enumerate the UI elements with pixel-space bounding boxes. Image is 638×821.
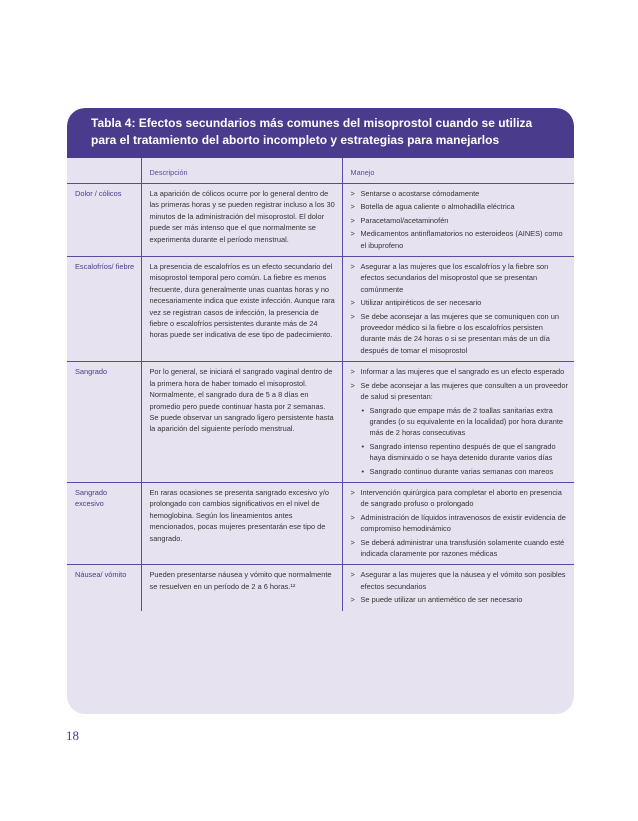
management-item — [351, 297, 569, 308]
condition-cell: Escalofríos/ fiebre — [67, 257, 141, 362]
management-item — [351, 261, 569, 295]
management-item-text: Utilizar antipiréticos de ser necesario — [360, 298, 482, 308]
management-item — [351, 569, 569, 592]
description-cell: Pueden presentarse náusea y vómito que normalmente se resuelven en un período de 2 a 6 horas.¹² — [141, 565, 342, 611]
description-cell: Por lo general, se iniciará el sangrado vaginal dentro de la primera hora de haber tomado el misoprostol. Normalmente, el sangrado dura de 5 a 8 días en promedio pero puede continuar hasta por 2 semanas. Se puede observar un sangrado ligero persistente hasta la aparición del siguiente período menstrual. — [141, 362, 342, 483]
column-header-description: Descripción — [141, 158, 342, 184]
management-item-text: Paracetamol/acetaminofén — [360, 215, 449, 225]
management-item — [351, 228, 569, 251]
description-cell: La presencia de escalofríos es un efecto secundario del misoprostol temporal pero común. La fiebre es menos frecuente, dura generalmente unas cuantas horas y no necesariamente indica que existe infección. Aunque rara vez se registran casos de infección, la presencia de fiebre o escalofríos persistentes durante más de 24 horas puede ser indicativa de ese tipo de padecimiento. — [141, 257, 342, 362]
management-subitem: • Sangrado continuo durante varias semanas con mareos — [361, 466, 569, 477]
table-row — [67, 257, 574, 362]
management-item-text: Se deberá administrar una transfusión solamente cuando esté indicada claramente por razones médicas — [360, 537, 565, 558]
description-cell: La aparición de cólicos ocurre por lo general dentro de las primeras horas y se pueden registrar incluso a los 30 minutos de la administración del misoprostol. El dolor puede ser más intenso que el que normalmente se experimenta durante el período menstrual. — [141, 184, 342, 257]
column-header-row — [67, 158, 574, 184]
management-subitem: • Sangrado que empape más de 2 toallas sanitarias extra grandes (o su equivalente en la localidad) por hora durante más de 2 horas consecutivas — [361, 405, 569, 439]
management-item — [351, 366, 569, 377]
management-item — [351, 311, 569, 357]
management-item — [351, 215, 569, 226]
table-row — [67, 362, 574, 483]
management-list — [351, 487, 569, 559]
management-item-text: Se debe aconsejar a las mujeres que consulten a un proveedor de salud si presentan: — [360, 380, 568, 402]
management-list — [351, 569, 569, 605]
management-item-text: Administración de líquidos intravenosos de existir evidencia de compromiso hemodinámico — [360, 512, 566, 534]
management-cell — [342, 482, 574, 564]
table-title: Tabla 4: Efectos secundarios más comunes del misoprostol cuando se utiliza para el tratamiento del aborto incompleto y estrategias para manejarlos — [91, 116, 533, 147]
management-cell — [342, 257, 574, 362]
table-row — [67, 565, 574, 611]
management-item — [351, 380, 569, 477]
column-header-management: Manejo — [342, 158, 574, 184]
management-item — [351, 512, 569, 535]
table-header — [67, 108, 574, 158]
management-item-text: Botella de agua caliente o almohadilla eléctrica — [360, 202, 515, 212]
management-item-text: Asegurar a las mujeres que los escalofríos y la fiebre son efectos secundarios del misoprostol que se presentan comúnmente — [360, 262, 549, 294]
management-sublist — [361, 405, 569, 477]
management-item — [351, 188, 569, 199]
description-cell: En raras ocasiones se presenta sangrado excesivo y/o prolongado con cambios significativos en el nivel de hemoglobina. Según los lineamientos antes mencionados, pocas mujeres presentarán ese tipo de sangrado. — [141, 482, 342, 564]
condition-cell: Náusea/ vómito — [75, 570, 127, 580]
management-item-text: Se debe aconsejar a las mujeres que se comuniquen con un proveedor médico si la fiebre o los escalofríos persisten durante más de 24 horas o si se presentan más de un día después de tomar el misoprostol — [360, 311, 559, 355]
management-list — [351, 366, 569, 477]
condition-cell: Dolor / cólicos — [67, 184, 141, 257]
side-effects-table — [67, 158, 574, 611]
table-card — [67, 108, 574, 714]
management-item — [351, 487, 569, 510]
management-item — [351, 201, 569, 212]
management-list — [351, 261, 569, 356]
management-item-text: Informar a las mujeres que el sangrado es un efecto esperado — [360, 367, 565, 377]
column-header-condition — [67, 158, 141, 184]
management-list — [351, 188, 569, 251]
table-row — [67, 184, 574, 257]
management-cell — [342, 565, 574, 611]
management-cell — [342, 362, 574, 483]
management-subitem: • Sangrado intenso repentino después de que el sangrado haya disminuido o se haya detenido durante varios días — [361, 441, 569, 464]
management-item-text: Se puede utilizar un antiemético de ser necesario — [360, 595, 523, 605]
condition-cell: Sangrado — [67, 362, 141, 483]
management-item-text: Intervención quirúrgica para completar el aborto en presencia de sangrado profuso o prolongado — [360, 487, 562, 509]
management-item-text: Medicamentos antinflamatorios no esteroideos (AINES) como el ibuprofeno — [360, 229, 563, 250]
management-item — [351, 594, 569, 605]
condition-cell: Sangrado excesivo — [67, 482, 141, 564]
management-item-text: Asegurar a las mujeres que la náusea y el vómito son posibles efectos secundarios — [360, 570, 566, 591]
page-number: 18 — [66, 728, 79, 743]
table-row — [67, 482, 574, 564]
management-item-text: Sentarse o acostarse cómodamente — [360, 189, 480, 198]
management-item — [351, 537, 569, 560]
management-cell — [342, 184, 574, 257]
